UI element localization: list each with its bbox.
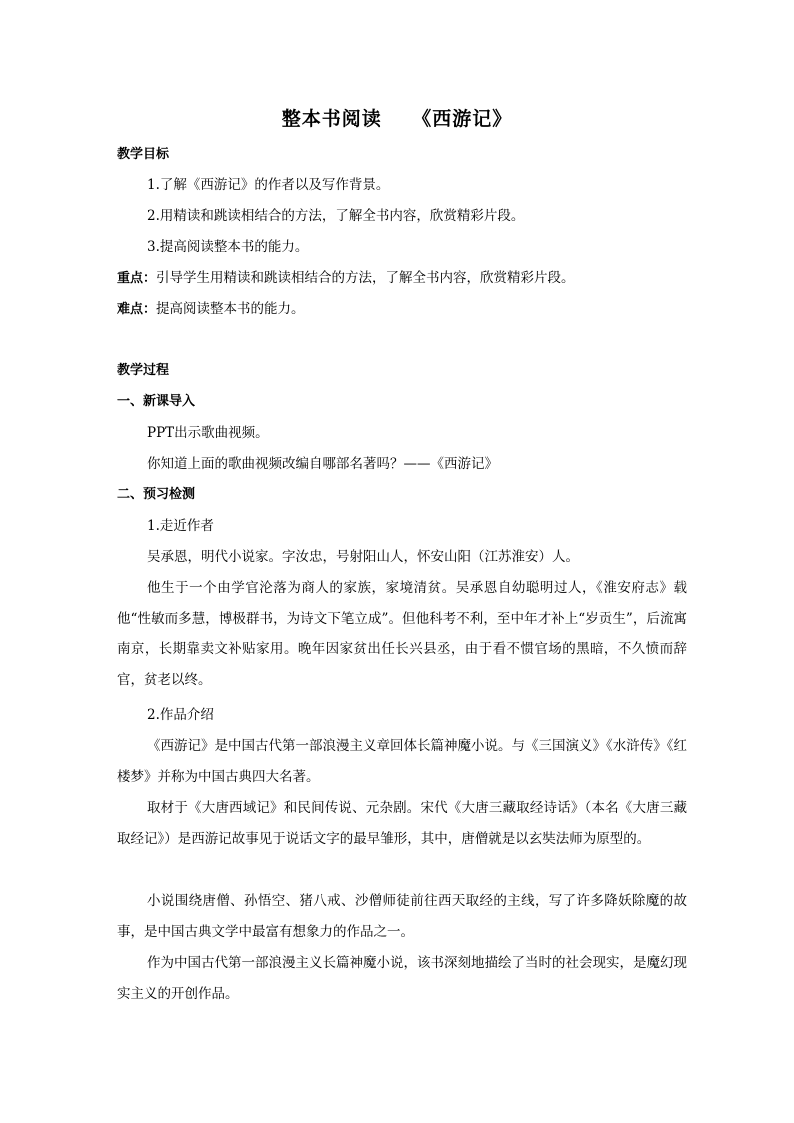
- key-point-label: 重点：: [117, 271, 157, 286]
- section1-heading: 一、新课导入: [117, 394, 196, 409]
- author-paragraph: 他生于一个由学官沦落为商人的家族，家境清贫。吴承恩自幼聪明过人，《淮安府志》载他“性敏而多慧，博极群书，为诗文下笔立成”。但他科考不利，至中年才补上“岁贡生”，后流寓南京，长期靠卖文补贴家用。晚年因家贫出任长兴县丞，由于看不惯官场的黑暗，不久愤而辞官，贫老以终。: [117, 580, 687, 688]
- objective-item-2: 2.用精读和跳读相结合的方法，了解全书内容，欣赏精彩片段。: [147, 208, 525, 224]
- section1-line-2: 你知道上面的歌曲视频改编自哪部名著吗？——《西游记》: [147, 456, 498, 472]
- difficult-point-text: 提高阅读整本书的能力。: [156, 301, 305, 317]
- work-paragraph-1: 《西游记》是中国古代第一部浪漫主义章回体长篇神魔小说。与《三国演义》《水浒传》《红楼梦》并称为中国古典四大名著。: [117, 738, 687, 785]
- work-paragraph-3: 小说围绕唐僧、孙悟空、猪八戒、沙僧师徒前往西天取经的主线，写了许多降妖除魔的故事，是中国古典文学中最富有想象力的作品之一。: [117, 893, 687, 940]
- sub2-heading: 2.作品介绍: [147, 707, 214, 723]
- sub1-heading: 1.走近作者: [147, 518, 214, 534]
- author-intro-line: 吴承恩，明代小说家。字汝忠，号射阳山人，怀安山阳（江苏淮安）人。: [147, 549, 579, 565]
- objective-item-3: 3.提高阅读整本书的能力。: [147, 239, 309, 255]
- work-paragraph-2: 取材于《大唐西域记》和民间传说、元杂剧。宋代《大唐三藏取经诗话》（本名《大唐三藏取经记》）是西游记故事见于说话文字的最早雏形，其中，唐僧就是以玄奘法师为原型的。: [117, 800, 687, 847]
- work-paragraph-4: 作为中国古代第一部浪漫主义长篇神魔小说，该书深刻地描绘了当时的社会现实，是魔幻现实主义的开创作品。: [117, 955, 687, 1002]
- process-heading: 教学过程: [117, 363, 170, 378]
- objective-item-1: 1.了解《西游记》的作者以及写作背景。: [147, 177, 390, 193]
- difficult-point-label: 难点：: [117, 302, 157, 317]
- key-point-text: 引导学生用精读和跳读相结合的方法，了解全书内容，欣赏精彩片段。: [156, 270, 575, 286]
- document-title: 整本书阅读 《西游记》: [281, 108, 513, 130]
- difficult-point: [117, 299, 305, 320]
- section2-heading: 二、预习检测: [117, 487, 196, 502]
- key-point: [117, 268, 575, 289]
- section1-line-1: PPT出示歌曲视频。: [147, 425, 269, 441]
- objectives-heading: 教学目标: [117, 147, 170, 162]
